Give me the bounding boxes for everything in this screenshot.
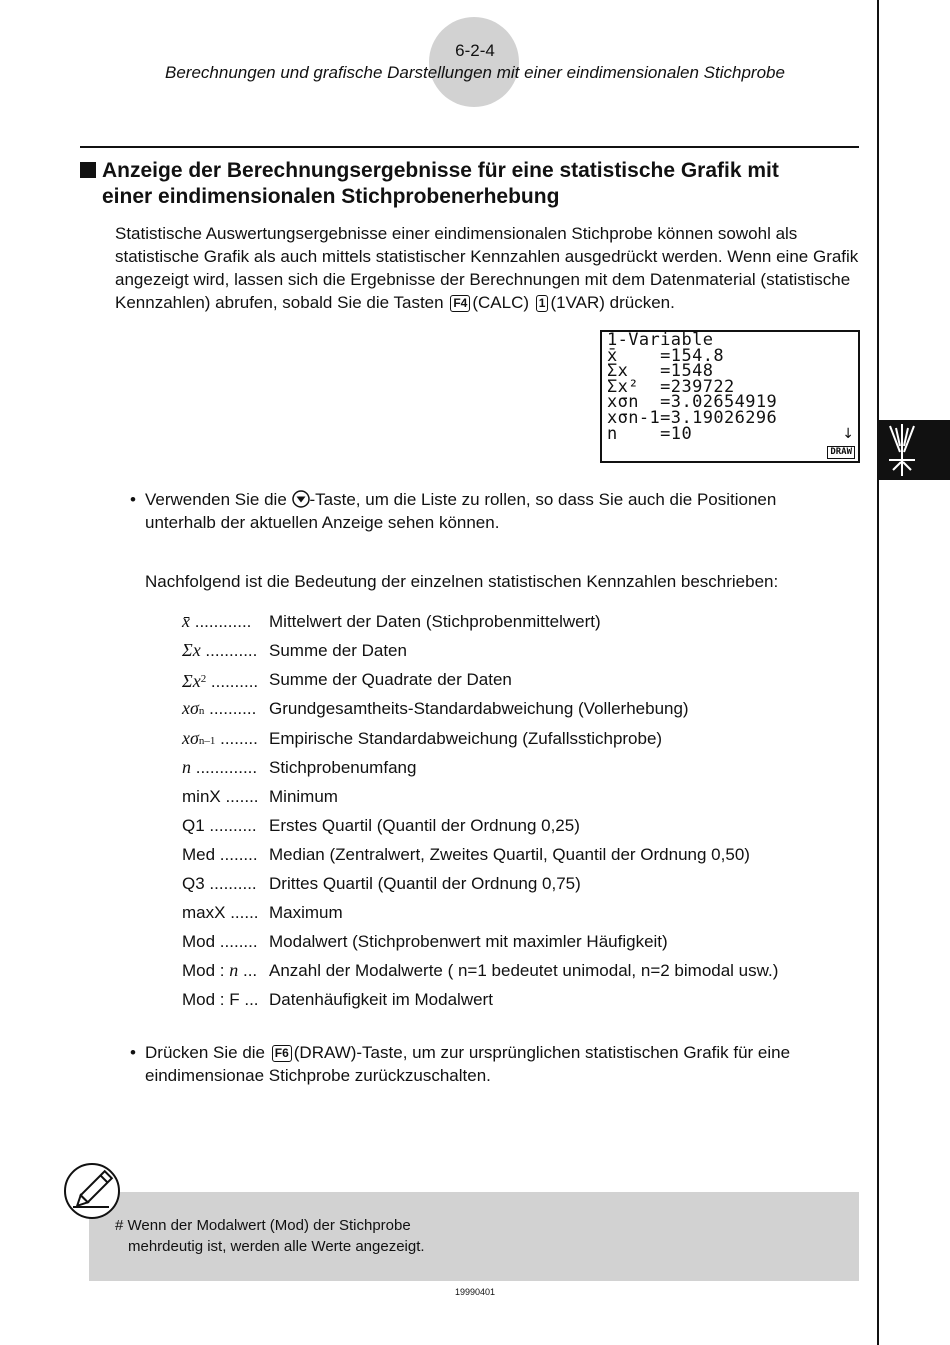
down-cursor-key-icon	[292, 490, 310, 508]
definition-text: Empirische Standardabweichung (Zufallsstichprobe)	[269, 729, 663, 748]
definition-row	[182, 756, 417, 779]
statistics-tab-icon	[879, 420, 950, 480]
intro-text: Statistische Auswertungsergebnisse einer eindimensionalen Stichprobe können sowohl als statistische Grafik als auch mittels statistischer Kennzahlen ausgedrückt werden. Wenn eine Grafik angezeigt wird, lassen sich die Ergebnisse der Berechnungen mit dem Datenmaterial (statistische Kennzahlen) abrufen, sobald Sie die Tasten	[115, 224, 859, 312]
definition-dots: ...	[239, 990, 259, 1009]
section-rule	[80, 146, 859, 148]
definition-text: Erstes Quartil (Quantil der Ordnung 0,25)	[269, 816, 580, 835]
page-number: 6-2-4	[455, 41, 495, 60]
definition-row	[182, 872, 581, 895]
definition-row	[182, 639, 407, 662]
definition-dots: .............	[191, 758, 258, 777]
definition-dots: ........	[215, 845, 258, 864]
note-line2: mehrdeutig ist, werden alle Werte angezeigt.	[128, 1238, 425, 1255]
definition-term: maxX	[182, 903, 226, 922]
bullet2-before: Drücken Sie die	[145, 1043, 266, 1062]
definition-row	[182, 727, 663, 753]
definition-term: Mod	[182, 932, 216, 951]
definition-dots: ........	[215, 729, 258, 748]
definition-text: Median (Zentralwert, Zweites Quartil, Quantil der Ordnung 0,50)	[269, 845, 750, 864]
definition-row	[182, 814, 580, 837]
definition-term: Mod : F	[182, 990, 240, 1009]
definition-text: Grundgesamtheits-Standardabweichung (Vollerhebung)	[269, 699, 689, 718]
bullet2-after: (DRAW)-Taste, um zur ursprünglichen statistischen Grafik für eine eindimensionae Stichprobe zurückzuschalten.	[145, 1043, 791, 1085]
chapter-tab	[879, 420, 950, 480]
definition-dots: ..........	[204, 699, 257, 718]
section-title-line2: einer eindimensionalen Stichprobenerhebung	[102, 185, 560, 208]
calc-line: Σx =1548	[607, 361, 714, 382]
f6-key-icon: F6	[272, 1045, 292, 1062]
definition-dots: ..........	[204, 874, 257, 893]
definition-dots: ..........	[206, 672, 259, 691]
definition-dots: ...........	[200, 641, 258, 660]
page-subtitle: Berechnungen und grafische Darstellungen mit einer eindimensionalen Stichprobe	[165, 63, 785, 82]
definition-row	[182, 785, 338, 808]
definition-row	[182, 959, 779, 982]
calc-line: xσn =3.02654919	[607, 392, 778, 413]
definition-row	[182, 901, 343, 924]
definition-term: Q3	[182, 874, 205, 893]
definition-dots: .......	[220, 787, 259, 806]
definition-row	[182, 697, 689, 723]
pencil-note-icon	[63, 1162, 121, 1220]
note-text	[115, 1215, 475, 1257]
bullet-dot: •	[130, 1043, 136, 1062]
definition-row	[182, 930, 668, 953]
definition-term: Q1	[182, 816, 205, 835]
calc-line: x̄ =154.8	[607, 345, 724, 366]
calc-line: 1-Variable	[607, 330, 714, 350]
page-number-circle	[429, 17, 519, 107]
explanation-intro: Nachfolgend ist die Bedeutung der einzelnen statistischen Kennzahlen beschrieben:	[145, 572, 779, 591]
calc-line: xσn-1=3.19026296	[607, 407, 778, 428]
definition-term: xσn	[182, 698, 205, 718]
definition-text: Summe der Quadrate der Daten	[269, 670, 512, 689]
definition-dots: ............	[190, 612, 252, 631]
key-1-icon: 1	[536, 295, 549, 312]
section-title	[102, 158, 862, 210]
bullet-draw-instruction	[130, 1041, 850, 1087]
definition-term: $\Sigma x^2$	[182, 671, 207, 691]
calc-line: Σx² =239722	[607, 376, 735, 397]
draw-softkey: DRAW	[827, 446, 855, 459]
definition-term: Σx	[182, 640, 201, 660]
definition-text: Stichprobenumfang	[269, 758, 417, 777]
footer-code: 19990401	[454, 1287, 496, 1297]
bullet1-after: -Taste, um die Liste zu rollen, so dass Sie auch die Positionen unterhalb der aktuellen Anzeige sehen können.	[145, 490, 777, 532]
definition-text: Anzahl der Modalwerte ( n=1 bedeutet unimodal, n=2 bimodal usw.)	[269, 961, 779, 980]
definition-text: Summe der Daten	[269, 641, 407, 660]
definition-term: xσn–1	[182, 728, 216, 748]
definition-text: Mittelwert der Daten (Stichprobenmittelwert)	[269, 612, 601, 631]
definition-row	[182, 610, 601, 633]
note-line1: # Wenn der Modalwert (Mod) der Stichprobe	[115, 1217, 411, 1234]
definition-row	[182, 668, 512, 693]
section-title-line1: Anzeige der Berechnungsergebnisse für eine statistische Grafik mit	[102, 159, 779, 182]
definition-dots: ..........	[204, 816, 257, 835]
f4-key-icon: F4	[450, 295, 470, 312]
definition-text: Minimum	[269, 787, 338, 806]
definition-term: n	[182, 757, 191, 777]
definition-text: Maximum	[269, 903, 343, 922]
definition-term: Mod : n	[182, 960, 239, 980]
definition-dots: ...	[238, 961, 258, 980]
calculator-results	[607, 330, 778, 444]
section-square-bullet	[80, 162, 96, 178]
calc-line: n =10	[607, 423, 693, 444]
definition-term: x̄	[182, 611, 190, 631]
definition-text: Modalwert (Stichprobenwert mit maximler Häufigkeit)	[269, 932, 668, 951]
definition-dots: ......	[225, 903, 259, 922]
bullet1-before: Verwenden Sie die	[145, 490, 287, 509]
calculator-screen	[600, 330, 860, 463]
down-arrow-icon: ↓	[842, 426, 854, 442]
bullet-scroll-instruction	[130, 488, 850, 534]
definition-row	[182, 843, 750, 866]
bullet-dot: •	[130, 490, 136, 509]
definition-dots: ........	[215, 932, 258, 951]
definition-text: Drittes Quartil (Quantil der Ordnung 0,75)	[269, 874, 581, 893]
margin-rule	[877, 0, 879, 1345]
definition-term: minX	[182, 787, 221, 806]
intro-paragraph	[115, 222, 870, 314]
definition-term: Med	[182, 845, 216, 864]
calc-label: (CALC)	[472, 293, 530, 312]
onevar-label: (1VAR) drücken.	[550, 293, 675, 312]
definition-row	[182, 988, 493, 1011]
definition-text: Datenhäufigkeit im Modalwert	[269, 990, 493, 1009]
